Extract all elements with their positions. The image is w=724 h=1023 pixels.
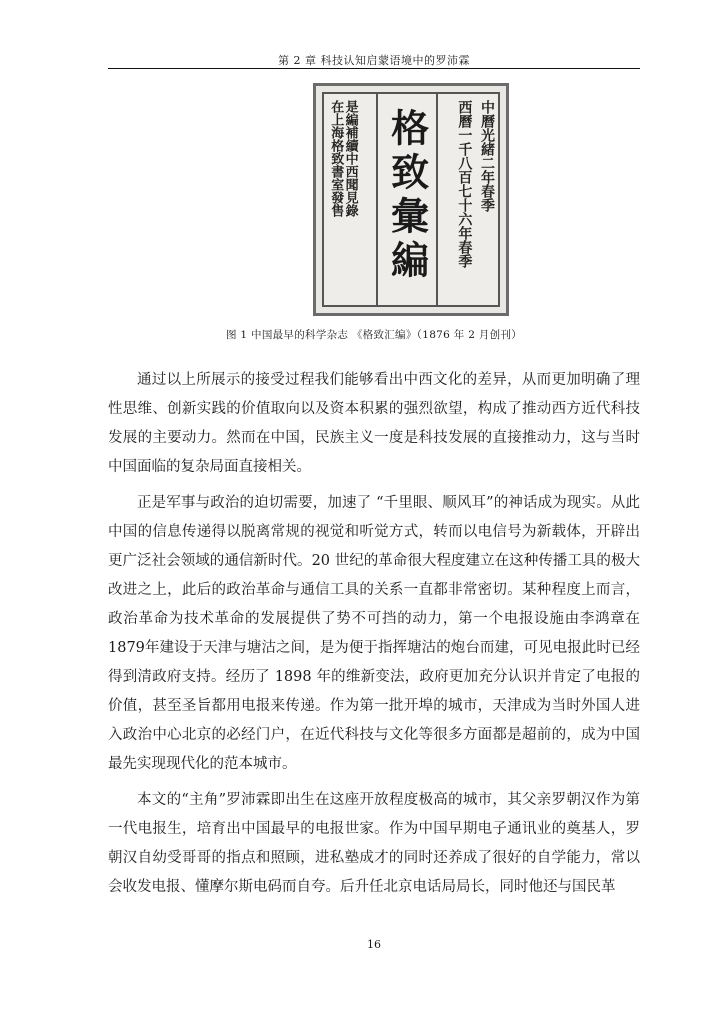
paragraph-1: 通过以上所展示的接受过程我们能够看出中西文化的差异，从而更加明确了理性思维、创新实践的价值取向以及资本积累的强烈欲望，构成了推动西方近代科技发展的主要动力。然而在中国，民族主义一度是科技发展的直接推动力，这与当时中国面临的复杂局面直接相关。	[108, 372, 640, 475]
page-number: 16	[367, 938, 381, 951]
cover-left-col-2: 在上海格致書室發售	[328, 100, 344, 217]
cover-date-chinese: 中曆光緒二年春季	[479, 100, 495, 212]
running-header: 第 2 章 科技认知启蒙语境中的罗沛霖	[278, 54, 470, 67]
header-rule	[108, 68, 640, 69]
cover-left-col-1: 是編補續中西聞見錄	[342, 100, 358, 217]
cover-right-columns	[453, 94, 498, 305]
cover-main-title: 格致彙編	[376, 94, 438, 305]
cover-left-columns	[324, 94, 361, 305]
figure-caption: 图 1 中国最早的科学杂志 《格致汇编》（1876 年 2 月创刊）	[225, 329, 523, 341]
body-text	[108, 366, 640, 909]
paragraph-3: 本文的“主角”罗沛霖即出生在这座开放程度极高的城市，其父亲罗朝汉作为第一代电报生，培育出中国最早的电报世家。作为中国早期电子通讯业的奠基人，罗朝汉自幼受哥哥的指点和照顾，进私塾成才的同时还养成了很好的自学能力，常以会收发电报、懂摩尔斯电码而自夸。后升任北京电话局局长，同时他还与国民革	[108, 792, 640, 895]
cover-date-western: 西曆一千八百七十六年春季	[456, 100, 473, 268]
cover-frame	[322, 92, 500, 307]
paragraph-2: 正是军事与政治的迫切需要，加速了 “千里眼、顺风耳”的神话成为现实。从此中国的信息传递得以脱离常规的视觉和听觉方式，转而以电信号为新载体，开辟出更广泛社会领域的通信新时代。20 世纪的革命很大程度建立在这种传播工具的极大改进之上，此后的政治革命与通信工具的关系一直都非常密切。某种程度上而言， 政治革命为技术革命的发展提供了势不可挡的动力，第一个电报设施由李鸿章在1879年建设于天津与塘沽之间，是为便于指挥塘沽的炮台而建，可见电报此时已经得到清政府支持。经历了 1898 年的维新变法，政府更加充分认识并肯定了电报的价值，甚至圣旨都用电报来传递。作为第一批开埠的城市，天津成为当时外国人进入政治中心北京的必经门户，在近代科技与文化等很多方面都是超前的，成为中国最先实现现代化的范本城市。	[108, 495, 640, 772]
magazine-cover-image	[313, 83, 509, 316]
